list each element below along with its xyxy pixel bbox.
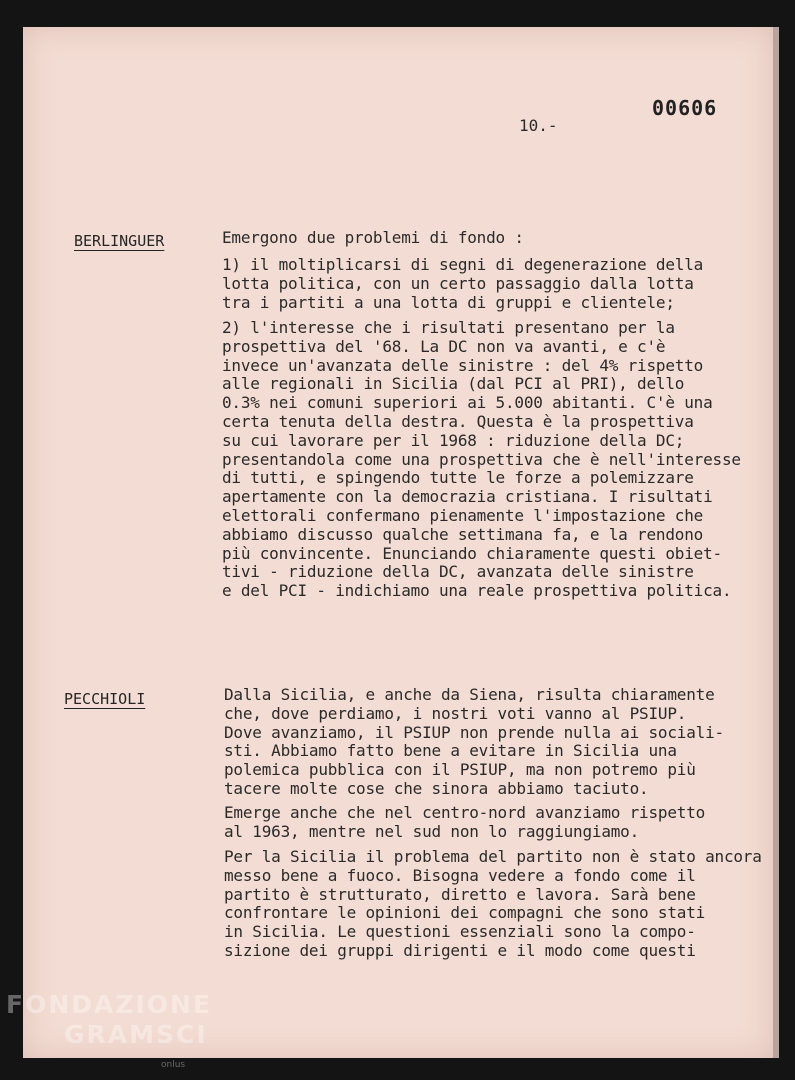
paragraph-centro-nord: Emerge anche che nel centro-nord avanziamo rispetto al 1963, mentre nel sud non lo raggiungiamo. (224, 803, 706, 841)
speaker-label-berlinguer: BERLINGUER (74, 232, 165, 250)
paragraph-sicily-siena: Dalla Sicilia, e anche da Siena, risulta chiaramente che, dove perdiamo, i nostri voti vanno al PSIUP. Dove avanziamo, il PSIUP non prende nulla ai sociali- sti. Abbiamo fatto bene a evitare in Sicilia una polemica pubblica con il PSIUP, ma non potremo più tacere molte cose che sinora abbiamo taciuto. (224, 685, 724, 798)
page-number: 10.- (519, 116, 558, 135)
document-number: 00606 (652, 96, 718, 120)
paragraph-point-2: 2) l'interesse che i risultati presentano per la prospettiva del '68. La DC non va avanti, e c'è invece un'avanzata delle sinistre : del 4% rispetto alle regionali in Sicilia (dal PCI al PRI), dello 0.3% nei comuni superiori ai 5.000 abitanti. C'è una certa tenuta della destra. Questa è la prospettiva su cui lavorare per il 1968 : riduzione della DC; presentandola come una prospettiva che è nell'interesse di tutti, e spingendo tutte le forze a polemizzare apertamente con la democrazia cristiana. I risultati elettorali confermano pienamente l'impostazione che abbiamo discusso qualche settimana fa, e la rendono più convincente. Enunciando chiaramente questi obiet- tivi - riduzione della DC, avanzata delle sinistre e del PCI - indichiamo una reale prospettiva politica. (222, 318, 741, 601)
fondazione-gramsci-watermark: FONDAZIONE GRAMSCI onlus (6, 990, 213, 1070)
paragraph-point-1: 1) il moltiplicarsi di segni di degenerazione della lotta politica, con un certo passaggio dalla lotta tra i partiti a una lotta di gruppi e clientele; (222, 255, 704, 312)
paragraph-intro: Emergono due problemi di fondo : (222, 228, 524, 247)
speaker-label-pecchioli: PECCHIOLI (64, 690, 146, 708)
page-edge (773, 27, 779, 1058)
paragraph-sicily-party: Per la Sicilia il problema del partito non è stato ancora messo bene a fuoco. Bisogna vedere a fondo come il partito è strutturato, diretto e lavora. Sarà bene confrontare le opinioni dei compagni che sono stati in Sicilia. Le questioni essenziali sono la compo- sizione dei gruppi dirigenti e il modo come questi (224, 847, 762, 960)
